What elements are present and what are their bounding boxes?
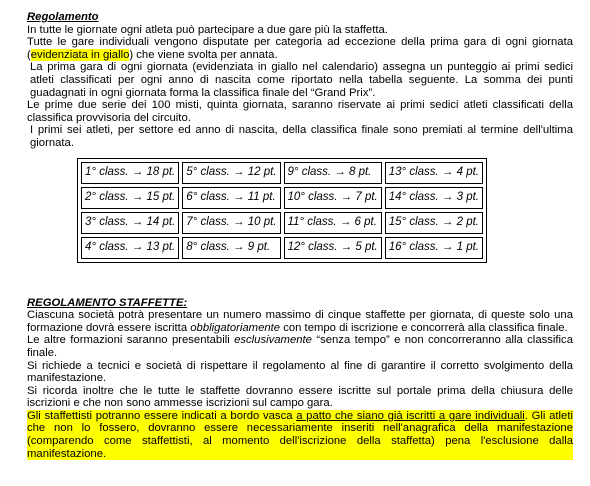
regolamento-paragraph-2 [27, 36, 573, 61]
table-row [81, 162, 483, 184]
s2-italic-text: esclusivamente [234, 334, 312, 347]
table-cell: 12° class. → 5 pt. [284, 237, 382, 259]
s5-underlined-text: a patto che siano già iscritti a gare individuali [296, 409, 525, 422]
table-row [81, 187, 483, 209]
staffette-paragraph-4: Si ricorda inoltre che le tutte le staffette dovranno essere iscritte sul portale prima della chiusura delle iscrizioni e che non sono ammesse iscrizioni sul campo gara. [27, 384, 573, 410]
table-cell: 4° class. → 13 pt. [81, 237, 179, 259]
regolamento-paragraph-4: Le prime due serie dei 100 misti, quinta giornata, saranno riservate ai primi sedici atleti classificati della classifica provvisoria del circuito. [27, 99, 573, 124]
s1-italic-text: obbligatoriamente [190, 321, 281, 334]
table-cell: 8° class. → 9 pt. [182, 237, 280, 259]
table-cell: 15° class. → 2 pt. [385, 212, 483, 234]
p2-text-before: Tutte le gare individuali vengono disputate per categoria ad eccezione della prima gara di ogni giornata ( [27, 36, 573, 61]
s2-text-after: “senza tempo” e non concorreranno alla classifica finale. [27, 334, 573, 359]
staffette-paragraph-5-highlighted [27, 410, 573, 460]
staffette-paragraph-3: Si richiede a tecnici e società di rispettare il regolamento al fine di garantire il corretto svolgimento della manifestazione. [27, 359, 573, 385]
s1-text-before: Ciascuna società potrà presentare un numero massimo di cinque staffette per giornata, di queste solo una formazione dovrà essere iscritta [27, 309, 573, 334]
highlighted-text: evidenziata in giallo [30, 48, 130, 61]
points-table [77, 158, 487, 263]
table-cell: 7° class. → 10 pt. [182, 212, 280, 234]
table-cell: 2° class. → 15 pt. [81, 187, 179, 209]
s5-text-before: Gli staffettisti potranno essere indicati a bordo vasca [27, 409, 297, 422]
table-cell: 9° class. → 8 pt. [284, 162, 382, 184]
table-row [81, 237, 483, 259]
s1-text-after: con tempo di iscrizione e concorrerà alla classifica finale. [280, 321, 568, 334]
table-cell: 5° class. → 12 pt. [182, 162, 280, 184]
table-cell: 3° class. → 14 pt. [81, 212, 179, 234]
document-page [27, 11, 573, 460]
table-cell: 13° class. → 4 pt. [385, 162, 483, 184]
table-cell: 1° class. → 18 pt. [81, 162, 179, 184]
regolamento-heading: Regolamento [27, 11, 99, 23]
regolamento-paragraph-5: I primi sei atleti, per settore ed anno di nascita, della classifica finale sono premiati al termine dell'ultima giornata. [30, 124, 573, 149]
staffette-heading: REGOLAMENTO STAFFETTE: [27, 296, 188, 309]
table-cell: 6° class. → 11 pt. [182, 187, 280, 209]
staffette-paragraph-1 [27, 309, 573, 334]
staffette-paragraph-2 [27, 334, 573, 359]
s2-text-before: Le altre formazioni saranno presentabili [27, 334, 235, 347]
regolamento-paragraph-3: La prima gara di ogni giornata (evidenziata in giallo nel calendario) assegna un punteggio ai primi sedici atleti classificati per ogni anno di nascita come riportato nella tabella seguente. La somma dei punti guadagnati in ogni giornata forma la classifica finale del “Grand Prix”. [30, 61, 573, 99]
p2-text-after: ) che viene svolta per annata. [129, 48, 278, 61]
table-cell: 16° class. → 1 pt. [385, 237, 483, 259]
regolamento-paragraph-1: In tutte le giornate ogni atleta può partecipare a due gare più la staffetta. [27, 23, 388, 36]
table-row [81, 212, 483, 234]
table-cell: 14° class. → 3 pt. [385, 187, 483, 209]
table-cell: 10° class. → 7 pt. [284, 187, 382, 209]
s5-text-after: . Gli atleti che non lo fossero, dovranno essere necessariamente inseriti nell'anagrafica della manifestazione (comparendo come staffettisti, al momento dell'iscrizione della staffetta) pena l'esclusione dalla manifestazione. [27, 409, 573, 460]
table-cell: 11° class. → 6 pt. [284, 212, 382, 234]
